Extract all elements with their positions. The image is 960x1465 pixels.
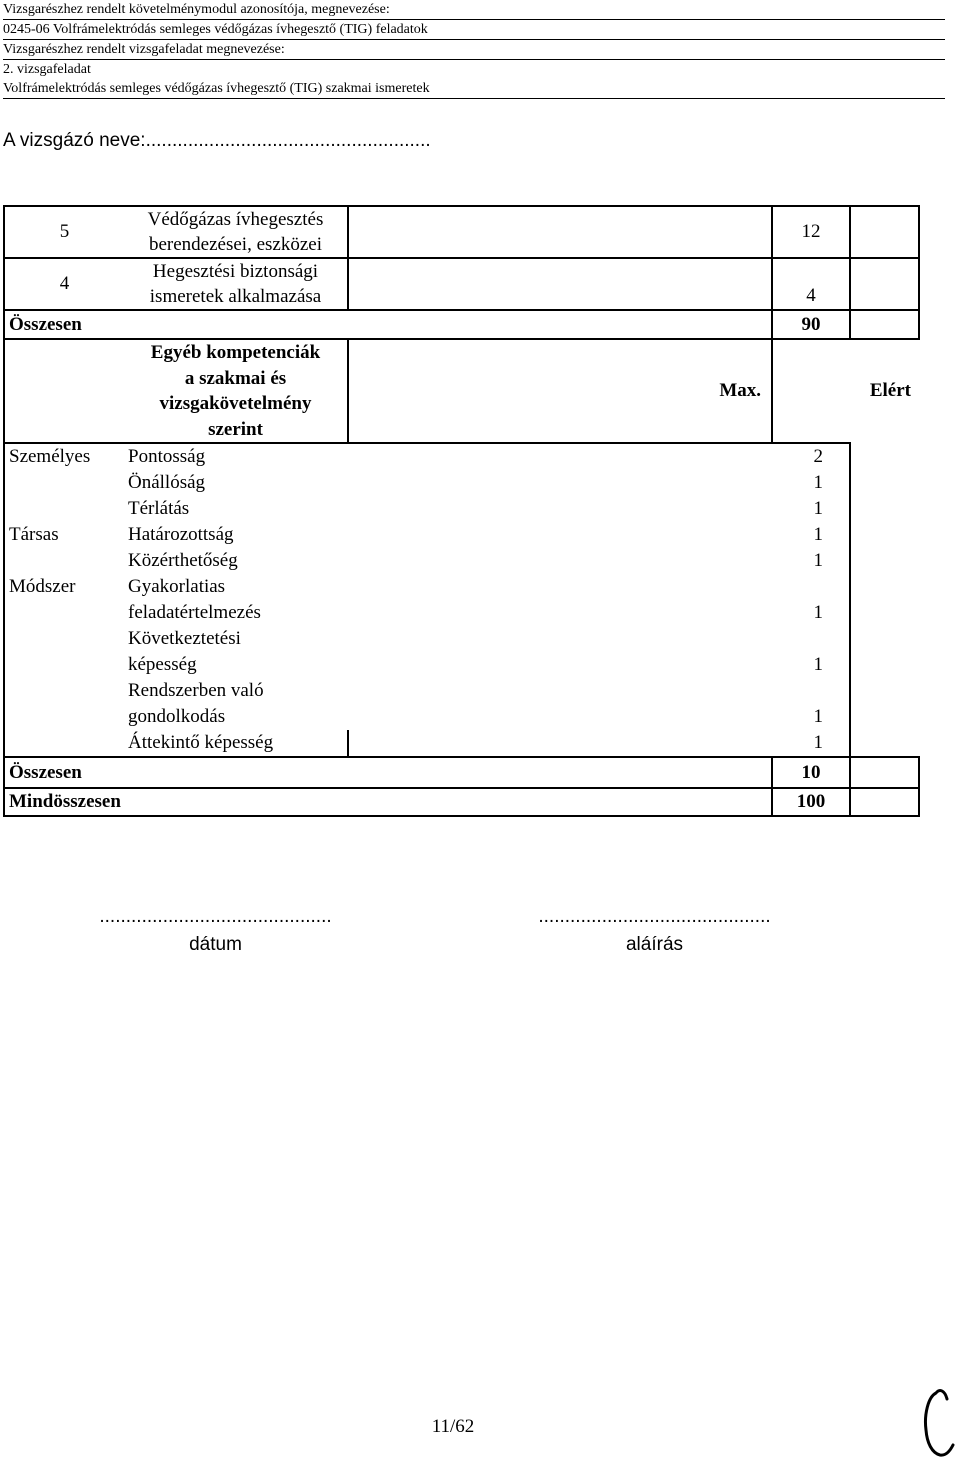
competency-item [124,626,772,678]
subtotal-label: Összesen [4,757,772,788]
max-score: 1 [772,522,850,548]
row-topic [124,206,348,258]
group-label: Módszer [4,574,124,626]
competency-row [4,574,919,626]
competency-text: Áttekintő képesség [128,732,274,753]
competency-row [4,522,919,548]
competency-text: Önállóság [128,472,206,493]
max-score: 2 [772,443,850,470]
max-score: 1 [772,470,850,496]
competency-item [124,522,772,548]
group-label: Társas [4,522,124,548]
initials-mark [918,1385,958,1465]
signature-label: aláírás [625,934,684,955]
achieved-cell [850,206,919,258]
competency-item [124,470,772,496]
date-signature-block [88,903,343,959]
competency-row [4,626,919,678]
competency-item [124,678,772,730]
competency-row [4,470,919,496]
competency-text: gondolkodás [128,706,226,727]
competency-text: feladatértelmezés [128,602,261,623]
competency-text: Térlátás [128,498,190,519]
max-score: 1 [772,678,850,730]
header-line-3: Vizsgarészhez rendelt vizsgafeladat megnevezése: [3,42,285,57]
row-topic-line: Védőgázas ívhegesztés [147,209,324,230]
max-score: 1 [772,626,850,678]
page-number: 11/62 [431,1416,475,1437]
group-label [4,496,124,522]
competency-item [124,496,772,522]
section-header-line: a szakmai és [184,367,287,389]
header-line-5: Volfrámelektródás semleges védőgázas ívhegesztő (TIG) szakmai ismeretek [3,81,430,96]
subtotal-value: 10 [772,757,850,788]
competency-item [124,443,772,470]
max-score: 12 [772,206,850,258]
total-row [4,788,919,816]
group-label: Személyes [4,443,124,470]
header-line-1: Vizsgarészhez rendelt követelménymodul azonosítója, megnevezése: [3,2,390,17]
section-header-row [4,339,919,443]
date-dots: ............................................ [99,906,332,927]
document-header [3,0,953,99]
competency-text: Közérthetőség [128,550,238,571]
competency-text: Határozottság [128,524,234,545]
group-label [4,730,124,757]
signature-block [527,903,782,959]
row-topic-line: Hegesztési biztonsági [152,261,319,282]
achieved-cell [850,788,919,816]
header-separator [3,98,945,99]
competency-item [124,574,772,626]
row-topic-line: ismeretek alkalmazása [149,286,322,307]
competency-row [4,496,919,522]
group-label [4,626,124,678]
subtotal-row [4,757,919,788]
table-row [4,206,919,258]
competency-row [4,730,919,757]
row-number: 4 [4,258,124,310]
date-label: dátum [189,934,242,955]
max-score: 4 [772,258,850,310]
competency-text: Következtetési [128,628,241,649]
header-line-2: 0245-06 Volfrámelektródás semleges védőgázas ívhegesztő (TIG) feladatok [3,22,428,37]
score-table [3,205,920,817]
subtotal-value: 90 [772,310,850,339]
competency-item [124,730,348,757]
section-header-line: Egyéb kompetenciák [150,342,321,363]
achieved-cell [850,258,919,310]
subtotal-label: Összesen [4,310,772,339]
section-header-line: szerint [208,418,263,440]
achieved-cell [850,757,919,788]
signature-dots: ............................................ [538,906,771,927]
row-topic-line: berendezései, eszközei [148,234,322,255]
row-topic [124,258,348,310]
max-score: 1 [772,574,850,626]
achieved-header: Elért [869,380,911,401]
competency-row [4,678,919,730]
achieved-cell [850,310,919,339]
candidate-name-field: A vizsgázó neve:...................................................... [3,130,431,151]
group-label [4,548,124,574]
total-value: 100 [772,788,850,816]
table-row [4,258,919,310]
row-number: 5 [4,206,124,258]
header-line-4: 2. vizsgafeladat [3,62,91,77]
competency-text: képesség [128,654,197,675]
competency-item [124,548,772,574]
group-label [4,678,124,730]
group-label [4,470,124,496]
total-label: Mindösszesen [4,788,772,816]
section-header-line: vizsgakövetelmény [159,393,312,414]
max-score: 1 [772,496,850,522]
section-header [124,339,348,443]
competency-row [4,548,919,574]
max-score: 1 [772,730,850,757]
competency-text: Rendszerben való [128,680,264,701]
competency-row [4,443,919,470]
max-score: 1 [772,548,850,574]
subtotal-row [4,310,919,339]
competency-text: Pontosság [128,446,206,467]
max-header: Max. [348,339,772,443]
competency-text: Gyakorlatias [128,576,226,597]
